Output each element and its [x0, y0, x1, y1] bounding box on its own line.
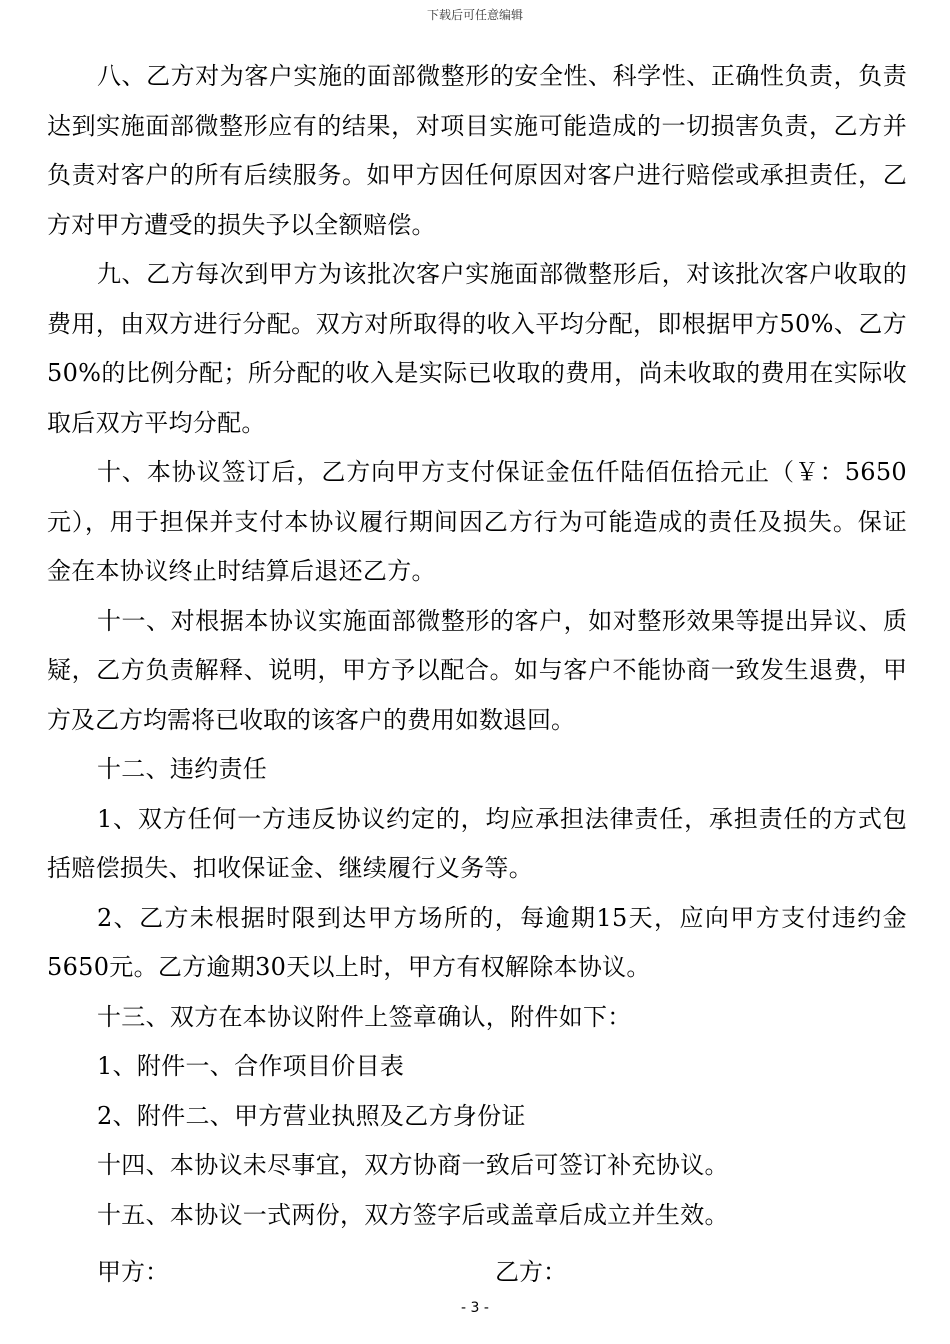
attachment-2: 2、附件二、甲方营业执照及乙方身份证 — [97, 1101, 526, 1130]
clause-13-paragraph: 十三、双方在本协议附件上签章确认，附件如下： — [97, 1002, 632, 1031]
clause-9-paragraph: 九、乙方每次到甲方为该批次客户实施面部微整形后，对该批次客户收取的费用，由双方进行分配。双方对所取得的收入平均分配，即根据甲方50%、乙方50%的比例分配；所分配的收入是实际已收取的费用，尚未收取的费用在实际收取后双方平均分配。 — [47, 260, 907, 437]
clause-12-item-2: 2、乙方未根据时限到达甲方场所的，每逾期15天，应向甲方支付违约金5650元。乙方逾期30天以上时，甲方有权解除本协议。 — [47, 903, 907, 981]
page-number: - 3 - — [461, 1300, 489, 1316]
clause-11-paragraph: 十一、对根据本协议实施面部微整形的客户，如对整形效果等提出异议、质疑，乙方负责解释、说明，甲方予以配合。如与客户不能协商一致发生退费，甲方及乙方均需将已收取的该客户的费用如数退回。 — [47, 606, 907, 734]
clause-8-paragraph: 八、乙方对为客户实施的面部微整形的安全性、科学性、正确性负责，负责达到实施面部微整形应有的结果，对项目实施可能造成的一切损害负责，乙方并负责对客户的所有后续服务。如甲方因任何原因对客户进行赔偿或承担责任，乙方对甲方遭受的损失予以全额赔偿。 — [47, 62, 907, 239]
attachment-1: 1、附件一、合作项目价目表 — [97, 1052, 405, 1080]
party-b-signature-label: 乙方： — [495, 1258, 567, 1286]
clause-12-item-1: 1、双方任何一方违反协议约定的，均应承担法律责任，承担责任的方式包括赔偿损失、扣收保证金、继续履行义务等。 — [47, 804, 907, 882]
party-a-signature-label: 甲方： — [97, 1258, 169, 1286]
page-header: 下载后可任意编辑 — [426, 8, 523, 22]
clause-10-paragraph: 十、本协议签订后，乙方向甲方支付保证金伍仟陆佰伍拾元止（￥：5650元），用于担保并支付本协议履行期间因乙方行为可能造成的责任及损失。保证金在本协议终止时结算后退还乙方。 — [47, 458, 907, 585]
clause-12-heading: 十二、违约责任 — [97, 755, 268, 783]
document-body — [47, 52, 907, 1240]
clause-14-paragraph: 十四、本协议未尽事宜，双方协商一致后可签订补充协议。 — [97, 1151, 729, 1179]
clause-15-paragraph: 十五、本协议一式两份，双方签字后或盖章后成立并生效。 — [97, 1200, 729, 1229]
